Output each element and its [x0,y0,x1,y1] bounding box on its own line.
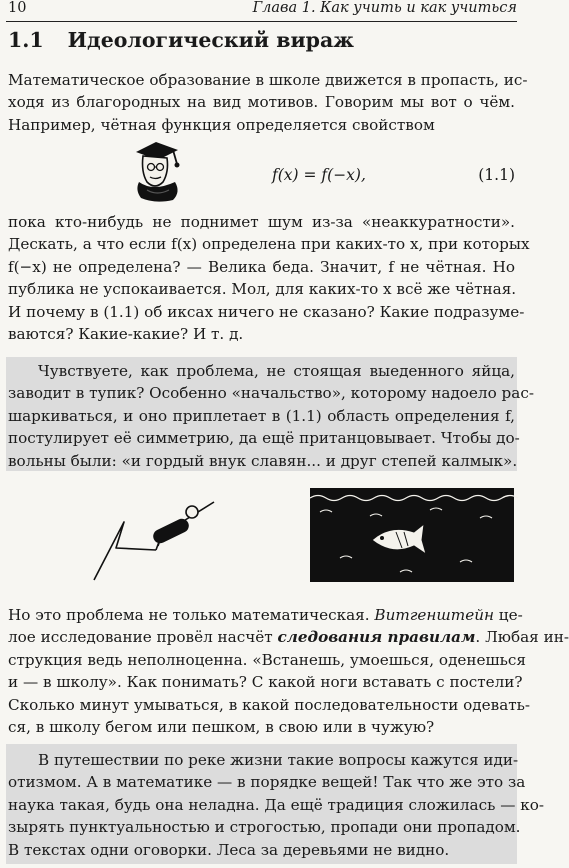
text-line: В путешествии по реке жизни такие вопросы кажутся иди- [38,751,519,769]
text-line: Чувствуете, как проблема, не стоящая выеденного яйца, [38,362,515,380]
text-line: вольны были: «и гордый внук славян... и друг степей калмык». [8,451,518,470]
text-line: заводит в тупик? Особенно «начальство», которому надоело рас- [8,384,534,403]
text-line: пока кто-нибудь не поднимет шум из-за «неаккуратности». [8,213,515,231]
text-line: f(−x) не определена? — Велика беда. Значит, f не чётная. Но [8,257,515,276]
section-title: Идеологический вираж [67,28,354,52]
text-line: И почему в (1.1) об иксах ничего не сказано? Какие подразуме- [8,302,525,321]
text-line: зырять пунктуальностью и строгостью, пропади они пропадом. [8,818,521,837]
shaded-remark-1 [6,357,534,471]
running-title: Глава 1. Как учить и как учиться [252,0,517,16]
text-line: публика не успокаивается. Мол, для каких-то x всё же чётная. [8,280,517,299]
shaded-remark-2 [6,744,544,864]
page-number: 10 [8,0,27,16]
text-line: Дескать, а что если f(x) определена при каких-то x, при которых [8,235,530,254]
paragraph-1 [8,69,528,136]
section-heading [8,28,354,52]
text-line: отизмом. А в математике — в порядке вещей! Так что же это за [8,773,526,792]
paragraph-3 [8,604,569,738]
text-line: Например, чётная функция определяется свойством [8,115,435,134]
diver-icon [86,496,216,582]
remark-text [8,749,544,861]
text-run: Но это проблема не только математическая. [8,606,375,624]
text-line: Математическое образование в школе движется в пропасть, ис- [8,71,528,89]
remark-text [8,360,534,472]
scholar-icon [133,140,183,208]
text-line: постулирует её симметрию, да ещё пританцовывает. Чтобы до- [8,429,520,448]
text-line: В текстах одни оговорки. Леса за деревьями не видно. [8,840,450,859]
text-run: лое исследование провёл насчёт [8,628,278,647]
text-line: наука такая, будь она неладна. Да ещё традиция сложилась — ко- [8,795,544,814]
wittgenstein-name: Витгенштейн [374,606,494,624]
equation-number: (1.1) [478,166,515,184]
text-line: струкция ведь неполноценна. «Встанешь, умоешься, оденешься [8,650,526,669]
text-run: це- [493,606,523,624]
text-line [8,604,523,626]
text-line: и — в школу». Как понимать? С какой ноги вставать с постели? [8,673,523,692]
page-header [8,0,517,20]
paragraph-2 [8,211,530,345]
section-number: 1.1 [8,28,44,52]
fish-under-water-icon [310,488,514,582]
text-run: . Любая ин- [475,628,569,647]
header-rule [6,21,517,22]
text-line: шаркиваться, и оно приплетает в (1.1) область определения f, [8,406,515,425]
rule-following-term: следования правилам [277,628,476,647]
equation: f(x) = f(−x), [272,166,366,184]
text-line: ваются? Какие-какие? И т. д. [8,325,244,344]
text-line: ся, в школу бегом или пешком, в свою или в чужую? [8,718,435,737]
text-line: Сколько минут умываться, в какой последовательности одевать- [8,695,531,714]
text-line: ходя из благородных на вид мотивов. Говорим мы вот о чём. [8,93,515,112]
text-line [8,626,569,648]
